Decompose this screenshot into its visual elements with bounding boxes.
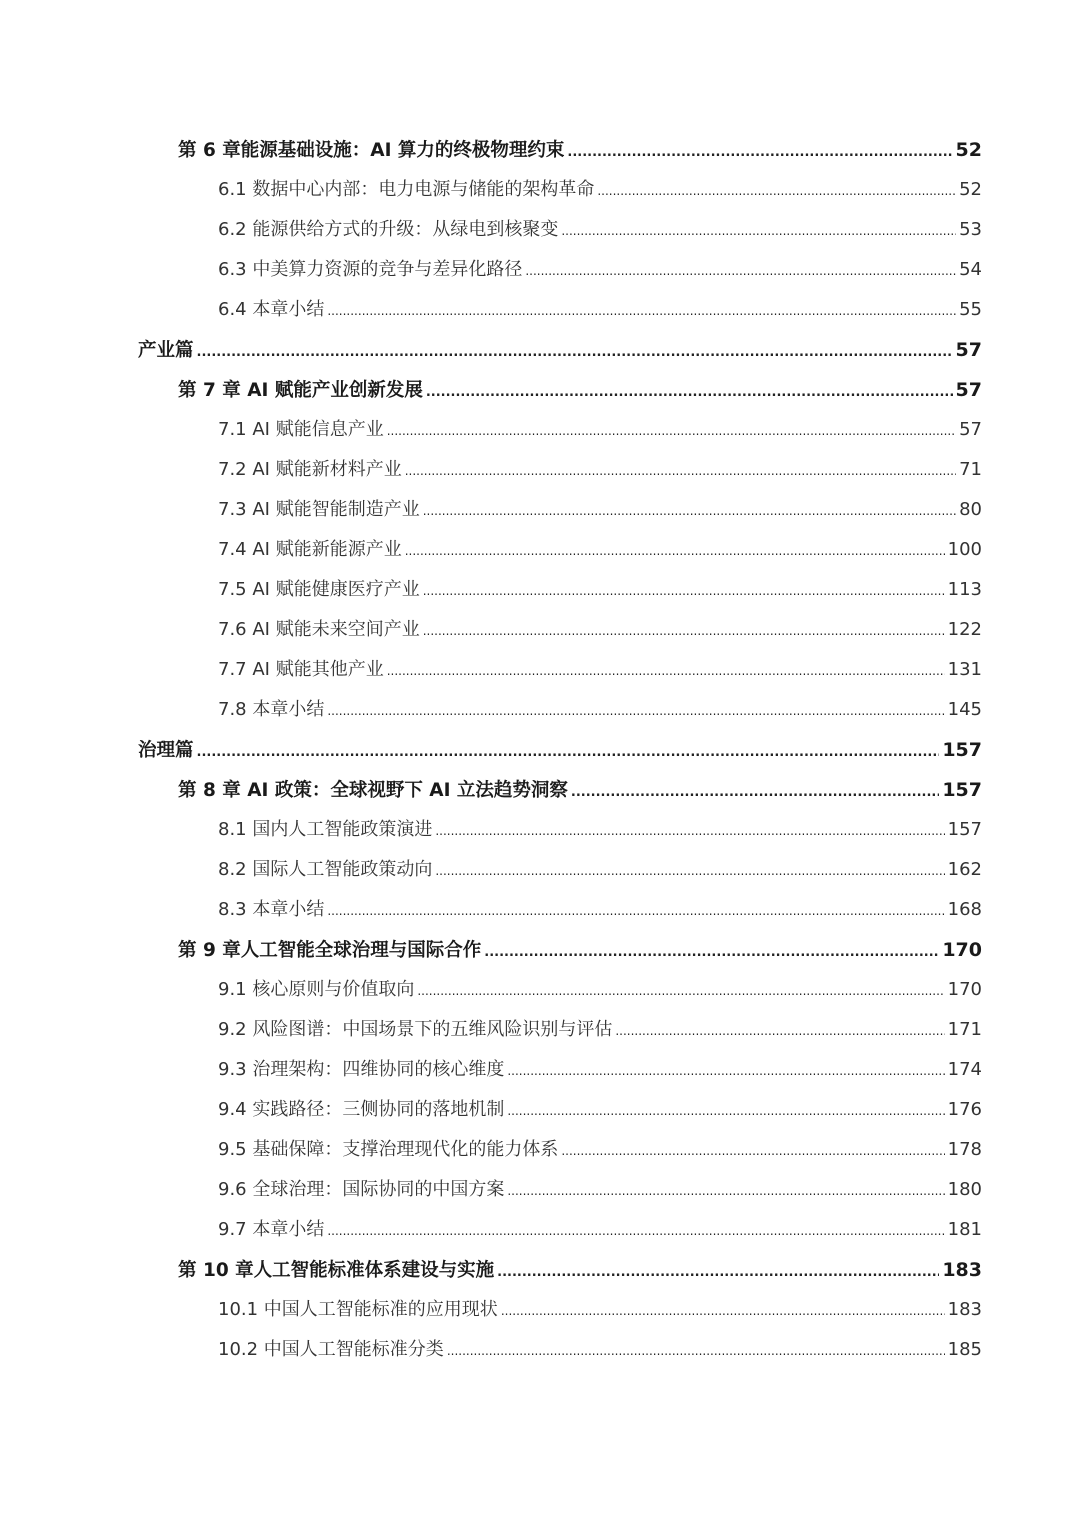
toc-page-number: 53 (959, 219, 982, 240)
toc-dot-leader (507, 1091, 944, 1131)
toc-entry-title: 6.3 中美算力资源的竞争与差异化路径 (218, 259, 523, 280)
toc-dot-leader (423, 571, 945, 611)
toc-entry-section[interactable] (0, 970, 1080, 1010)
toc-page-number: 71 (959, 459, 982, 480)
toc-entry-title: 6.4 本章小结 (218, 299, 325, 320)
toc-dot-leader (501, 1291, 945, 1331)
toc-page-number: 157 (947, 819, 982, 840)
toc-page-number: 183 (947, 1299, 982, 1320)
toc-entry-part[interactable] (0, 330, 1080, 370)
toc-entry-title: 7.8 本章小结 (218, 699, 325, 720)
toc-entry-section[interactable] (0, 610, 1080, 650)
toc-page-number: 178 (947, 1139, 982, 1160)
toc-dot-leader (197, 333, 953, 373)
toc-page-number: 171 (947, 1019, 982, 1040)
toc-dot-leader (405, 451, 956, 491)
toc-dot-leader (197, 733, 940, 773)
toc-entry-title: 7.5 AI 赋能健康医疗产业 (218, 579, 420, 600)
toc-entry-title: 9.4 实践路径：三侧协同的落地机制 (218, 1099, 505, 1120)
toc-page-number: 176 (947, 1099, 982, 1120)
toc-entry-chapter[interactable] (0, 930, 1080, 970)
toc-dot-leader (327, 691, 944, 731)
toc-entry-section[interactable] (0, 690, 1080, 730)
toc-entry-section[interactable] (0, 850, 1080, 890)
toc-entry-section[interactable] (0, 290, 1080, 330)
toc-page-number: 181 (947, 1219, 982, 1240)
toc-page-number: 122 (947, 619, 982, 640)
toc-dot-leader (435, 811, 944, 851)
toc-entry-title: 9.6 全球治理：国际协同的中国方案 (218, 1179, 505, 1200)
toc-entry-section[interactable] (0, 1330, 1080, 1370)
toc-entry-section[interactable] (0, 1090, 1080, 1130)
toc-dot-leader (327, 291, 956, 331)
toc-entry-title: 7.1 AI 赋能信息产业 (218, 419, 384, 440)
toc-entry-section[interactable] (0, 1130, 1080, 1170)
toc-entry-title: 6.2 能源供给方式的升级：从绿电到核聚变 (218, 219, 559, 240)
toc-page-number: 162 (947, 859, 982, 880)
toc-dot-leader (426, 373, 953, 413)
toc-entry-chapter[interactable] (0, 1250, 1080, 1290)
toc-dot-leader (423, 491, 956, 531)
toc-dot-leader (597, 171, 956, 211)
toc-page-number: 57 (955, 339, 982, 361)
toc-dot-leader (497, 1253, 939, 1293)
toc-page-number: 168 (947, 899, 982, 920)
toc-entry-section[interactable] (0, 1210, 1080, 1250)
toc-page-number: 174 (947, 1059, 982, 1080)
toc-entry-section[interactable] (0, 210, 1080, 250)
toc-dot-leader (423, 611, 945, 651)
toc-dot-leader (567, 133, 952, 173)
toc-entry-section[interactable] (0, 1170, 1080, 1210)
toc-dot-leader (507, 1171, 944, 1211)
toc-page-number: 52 (959, 179, 982, 200)
toc-entry-section[interactable] (0, 410, 1080, 450)
toc-page-number: 52 (955, 139, 982, 161)
toc-entry-title: 9.2 风险图谱：中国场景下的五维风险识别与评估 (218, 1019, 613, 1040)
toc-dot-leader (571, 773, 939, 813)
toc-entry-title: 8.2 国际人工智能政策动向 (218, 859, 433, 880)
toc-dot-leader (387, 411, 956, 451)
toc-dot-leader (435, 851, 944, 891)
toc-dot-leader (484, 933, 939, 973)
toc-dot-leader (525, 251, 956, 291)
toc-entry-title: 8.3 本章小结 (218, 899, 325, 920)
toc-page-number: 54 (959, 259, 982, 280)
toc-entry-title: 7.6 AI 赋能未来空间产业 (218, 619, 420, 640)
toc-entry-title: 9.3 治理架构：四维协同的核心维度 (218, 1059, 505, 1080)
toc-dot-leader (507, 1051, 944, 1091)
toc-entry-section[interactable] (0, 1010, 1080, 1050)
toc-dot-leader (387, 651, 945, 691)
toc-dot-leader (327, 891, 944, 931)
toc-page-number: 170 (947, 979, 982, 1000)
toc-entry-title: 第 10 章人工智能标准体系建设与实施 (178, 1260, 495, 1281)
table-of-contents (0, 130, 1080, 1370)
toc-entry-title: 7.7 AI 赋能其他产业 (218, 659, 384, 680)
toc-entry-chapter[interactable] (0, 770, 1080, 810)
toc-page-number: 183 (942, 1259, 982, 1281)
toc-page-number: 180 (947, 1179, 982, 1200)
toc-dot-leader (447, 1331, 945, 1371)
toc-entry-section[interactable] (0, 490, 1080, 530)
toc-entry-section[interactable] (0, 1290, 1080, 1330)
toc-entry-title: 6.1 数据中心内部：电力电源与储能的架构革命 (218, 179, 595, 200)
toc-entry-title: 9.5 基础保障：支撑治理现代化的能力体系 (218, 1139, 559, 1160)
toc-entry-title: 10.2 中国人工智能标准分类 (218, 1339, 444, 1360)
toc-entry-section[interactable] (0, 1050, 1080, 1090)
toc-entry-section[interactable] (0, 890, 1080, 930)
toc-entry-section[interactable] (0, 530, 1080, 570)
toc-dot-leader (615, 1011, 944, 1051)
toc-entry-title: 第 6 章能源基础设施：AI 算力的终极物理约束 (178, 140, 565, 161)
toc-dot-leader (561, 211, 956, 251)
toc-entry-title: 7.2 AI 赋能新材料产业 (218, 459, 402, 480)
toc-entry-chapter[interactable] (0, 370, 1080, 410)
toc-page-number: 57 (955, 379, 982, 401)
toc-entry-title: 第 8 章 AI 政策：全球视野下 AI 立法趋势洞察 (178, 780, 568, 801)
toc-entry-title: 7.4 AI 赋能新能源产业 (218, 539, 402, 560)
toc-page-number: 80 (959, 499, 982, 520)
toc-entry-title: 10.1 中国人工智能标准的应用现状 (218, 1299, 498, 1320)
toc-entry-title: 产业篇 (138, 340, 194, 361)
toc-entry-part[interactable] (0, 730, 1080, 770)
toc-dot-leader (561, 1131, 944, 1171)
toc-dot-leader (327, 1211, 944, 1251)
toc-page-number: 57 (959, 419, 982, 440)
toc-page-number: 113 (947, 579, 982, 600)
toc-page-number: 100 (947, 539, 982, 560)
toc-dot-leader (417, 971, 944, 1011)
toc-entry-title: 9.7 本章小结 (218, 1219, 325, 1240)
toc-dot-leader (405, 531, 945, 571)
toc-entry-chapter[interactable] (0, 130, 1080, 170)
toc-entry-section[interactable] (0, 570, 1080, 610)
toc-page-number: 145 (947, 699, 982, 720)
toc-page-number: 170 (942, 939, 982, 961)
toc-page-number: 131 (947, 659, 982, 680)
toc-entry-section[interactable] (0, 450, 1080, 490)
toc-page-number: 157 (942, 739, 982, 761)
toc-entry-section[interactable] (0, 250, 1080, 290)
toc-entry-section[interactable] (0, 650, 1080, 690)
toc-entry-title: 第 9 章人工智能全球治理与国际合作 (178, 940, 482, 961)
toc-entry-title: 7.3 AI 赋能智能制造产业 (218, 499, 420, 520)
toc-entry-title: 治理篇 (138, 740, 194, 761)
toc-page-number: 185 (947, 1339, 982, 1360)
toc-page-number: 157 (942, 779, 982, 801)
toc-page-number: 55 (959, 299, 982, 320)
toc-entry-section[interactable] (0, 810, 1080, 850)
toc-entry-title: 9.1 核心原则与价值取向 (218, 979, 415, 1000)
toc-entry-title: 8.1 国内人工智能政策演进 (218, 819, 433, 840)
toc-entry-section[interactable] (0, 170, 1080, 210)
toc-entry-title: 第 7 章 AI 赋能产业创新发展 (178, 380, 423, 401)
